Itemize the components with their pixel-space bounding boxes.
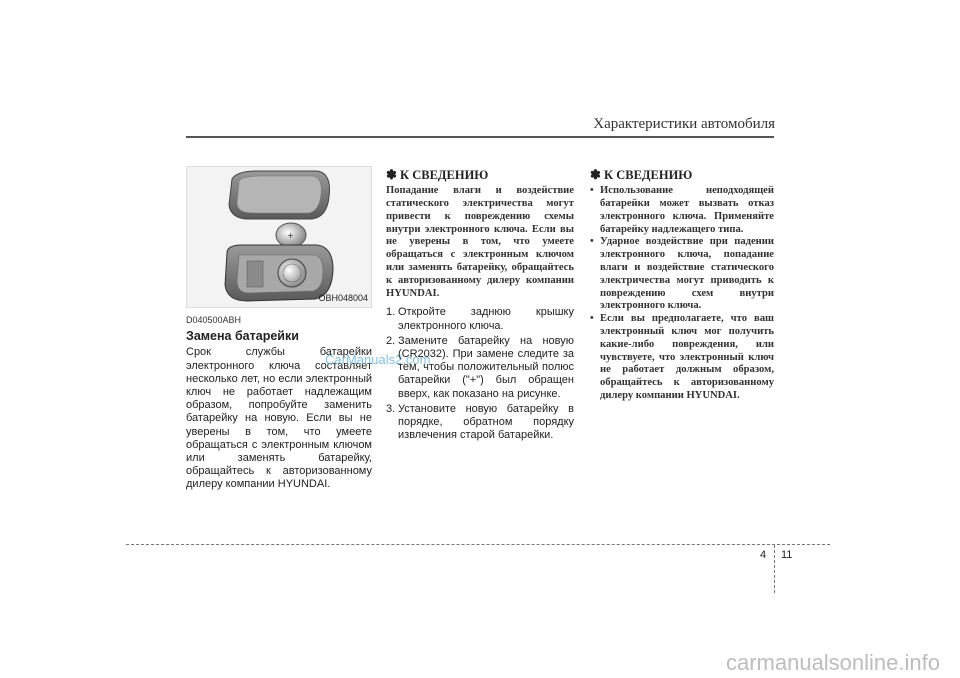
caution-1-title <box>386 168 574 182</box>
figure-code: OBH048004 <box>318 292 368 303</box>
caution-2-list <box>590 185 774 403</box>
page-header-title: Характеристики автомобиля <box>593 116 775 132</box>
page-separator <box>774 545 775 593</box>
column-2 <box>386 168 574 444</box>
step-item: 2. Замените батарейку на новую (CR2032). При замене следите за тем, чтобы положительный полюс батарейки ("+") был обращен вверх, как показано на рисунке. <box>386 334 574 400</box>
caution-2-title <box>590 168 774 182</box>
page-number: 11 <box>781 549 793 561</box>
inline-watermark: CarManuals2.com <box>325 352 431 367</box>
caution-bullet: • Ударное воздействие при падении электронного ключа, попадание влаги и воздействие статического электричества могут приводить к повреждению схем внутри электронного ключа. <box>590 236 774 312</box>
caution-bullet: • Если вы предполагаете, что ваш электронный ключ мог получить какие-либо повреждения, или чувствуете, что электронный ключ не работает должным образом, обращайтесь к авторизованному дилеру компании HYUNDAI. <box>590 313 774 401</box>
key-illustration <box>187 167 372 308</box>
footer-rule <box>126 544 830 545</box>
caution-2-heading: К СВЕДЕНИЮ <box>604 168 693 182</box>
header-rule <box>186 136 774 138</box>
caution-star-icon: ✽ <box>590 167 601 182</box>
step-item: 1. Откройте заднюю крышку электронного ключа. <box>386 306 574 332</box>
column-1 <box>186 168 372 492</box>
caution-star-icon: ✽ <box>386 167 397 182</box>
caution-1-heading: К СВЕДЕНИЮ <box>400 168 489 182</box>
caution-1-text: Попадание влаги и воздействие статического электричества могут привести к повреждению схемы внутри электронного ключа. Если вы не уверены в том, что умеете обращаться с электронным ключом или заменять батарейку, обращайтесь к авторизованному дилеру компании HYUNDAI. <box>386 185 574 299</box>
caution-bullet: • Использование неподходящей батарейки может вызвать отказ электронного ключа. Применяйте батарейку надлежащего типа. <box>590 185 774 235</box>
section-body: Срок службы батарейки электронного ключа составляет несколько лет, но если электронный ключ не работает надлежащим образом, попробуйте заменить батарейку на новую. Если вы не уверены в том, что умеете обращаться с электронным ключом или заменять батарейку, обращайтесь к авторизованному дилеру компании HYUNDAI. <box>186 346 372 491</box>
chapter-number: 4 <box>760 549 767 561</box>
step-item: 3. Установите новую батарейку в порядке, обратном порядку извлечения старой батарейки. <box>386 402 574 442</box>
column-3 <box>590 168 774 403</box>
battery-replacement-figure <box>186 166 372 308</box>
steps-list <box>386 306 574 442</box>
section-title: Замена батарейки <box>186 329 299 344</box>
svg-text:+: + <box>287 231 294 240</box>
section-code: D040500ABH <box>186 315 242 325</box>
bottom-watermark: carmanualsonline.info <box>725 650 940 675</box>
